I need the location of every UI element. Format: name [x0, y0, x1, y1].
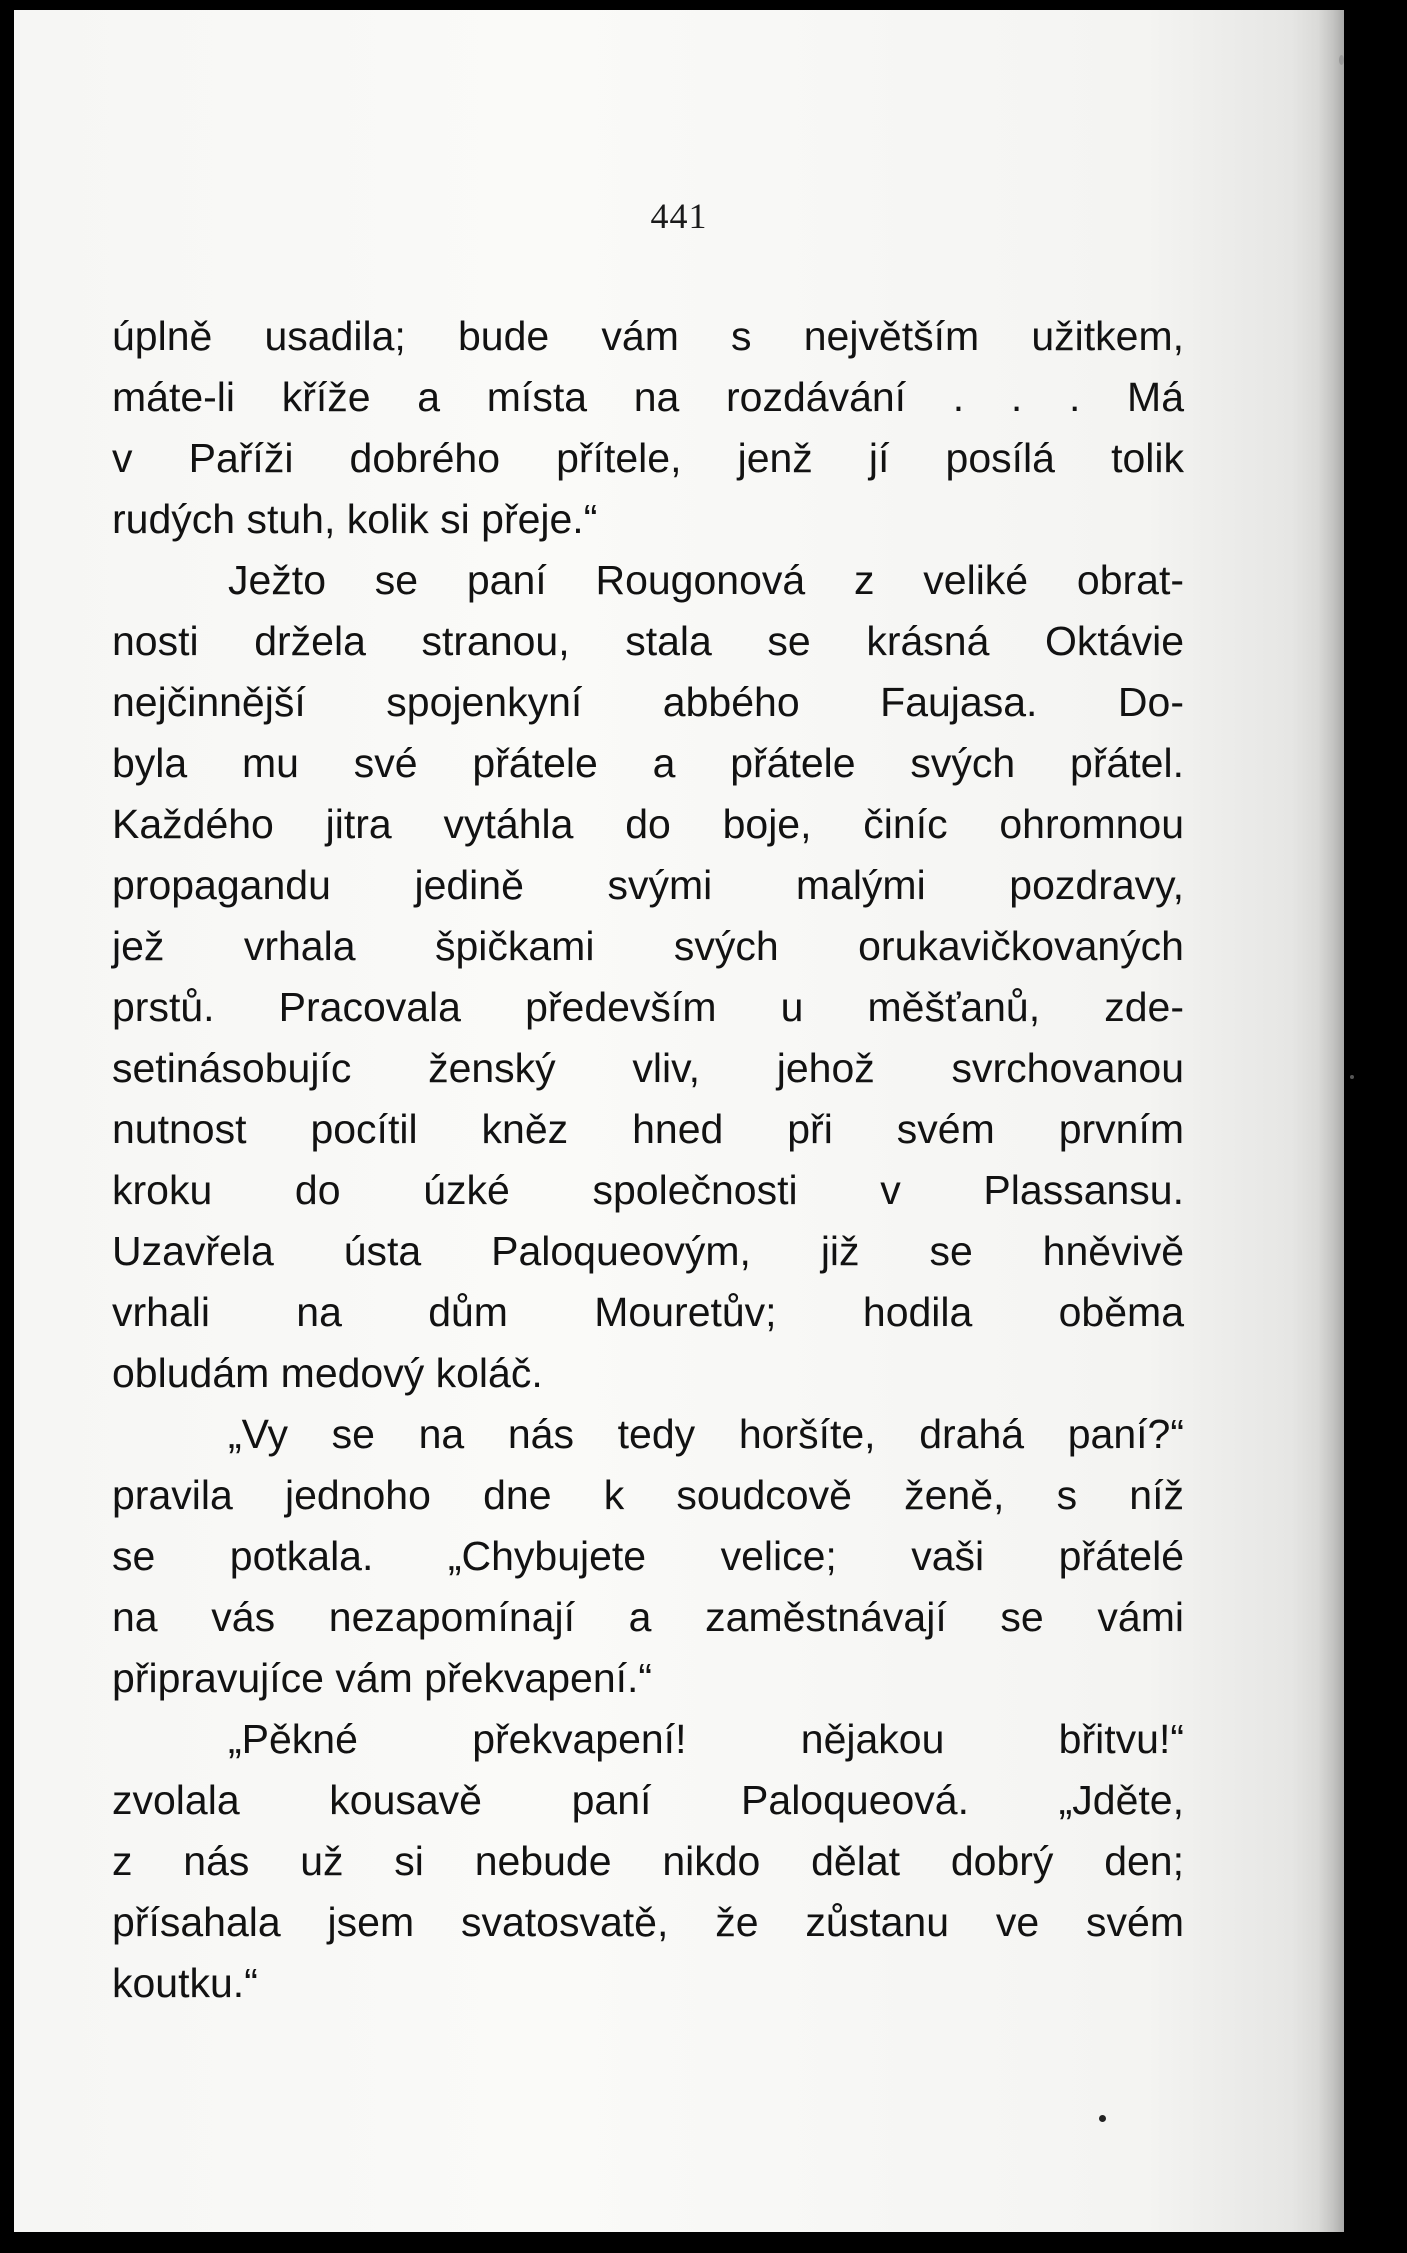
text-line: se potkala. „Chybujete velice; vaši přátelé [112, 1533, 1184, 1579]
text-line: byla mu své přátele a přátele svých přátel. [112, 740, 1184, 786]
text-line: obludám medový koláč. [112, 1350, 543, 1396]
paper-speck [1339, 55, 1344, 65]
book-page [14, 10, 1344, 2232]
text-line: z nás už si nebude nikdo dělat dobrý den; [112, 1838, 1184, 1884]
paper-speck [1350, 1075, 1354, 1079]
text-line: máte-li kříže a místa na rozdávání . . . Má [112, 374, 1184, 420]
text-line: Uzavřela ústa Paloqueovým, již se hněvivě [112, 1228, 1184, 1274]
page-number: 441 [650, 196, 708, 236]
text-line: v Paříži dobrého přítele, jenž jí posílá tolik [112, 435, 1184, 481]
text-line: nejčinnější spojenkyní abbého Faujasa. Do- [112, 679, 1184, 725]
text-line: „Pěkné překvapení! nějakou břitvu!“ [228, 1716, 1184, 1762]
text-line: prstů. Pracovala především u měšťanů, zde- [112, 984, 1184, 1030]
page-edge-shadow [1318, 10, 1344, 2232]
text-line: zvolala kousavě paní Paloqueová. „Jděte, [112, 1777, 1184, 1823]
text-line: nosti držela stranou, stala se krásná Oktávie [112, 618, 1184, 664]
text-line: propagandu jedině svými malými pozdravy, [112, 862, 1184, 908]
text-line: Každého jitra vytáhla do boje, činíc ohromnou [112, 801, 1184, 847]
text-line: koutku.“ [112, 1960, 258, 2006]
text-line: vrhali na dům Mouretův; hodila oběma [112, 1289, 1184, 1335]
text-line: na vás nezapomínají a zaměstnávají se vámi [112, 1594, 1184, 1640]
text-line: „Vy se na nás tedy horšíte, drahá paní?“ [228, 1411, 1184, 1457]
text-line: kroku do úzké společnosti v Plassansu. [112, 1167, 1184, 1213]
text-line: rudých stuh, kolik si přeje.“ [112, 496, 598, 542]
text-line: pravila jednoho dne k soudcově ženě, s níž [112, 1472, 1184, 1518]
text-line: připravujíce vám překvapení.“ [112, 1655, 653, 1701]
text-line: jež vrhala špičkami svých orukavičkovaných [112, 923, 1184, 969]
text-line: setinásobujíc ženský vliv, jehož svrchovanou [112, 1045, 1184, 1091]
body-text [112, 306, 1184, 2014]
text-line: nutnost pocítil kněz hned při svém prvním [112, 1106, 1184, 1152]
text-line: Ježto se paní Rougonová z veliké obrat- [228, 557, 1184, 603]
text-line: úplně usadila; bude vám s největším užitkem, [112, 313, 1184, 359]
text-line: přísahala jsem svatosvatě, že zůstanu ve svém [112, 1899, 1184, 1945]
paper-speck [1099, 2115, 1106, 2122]
